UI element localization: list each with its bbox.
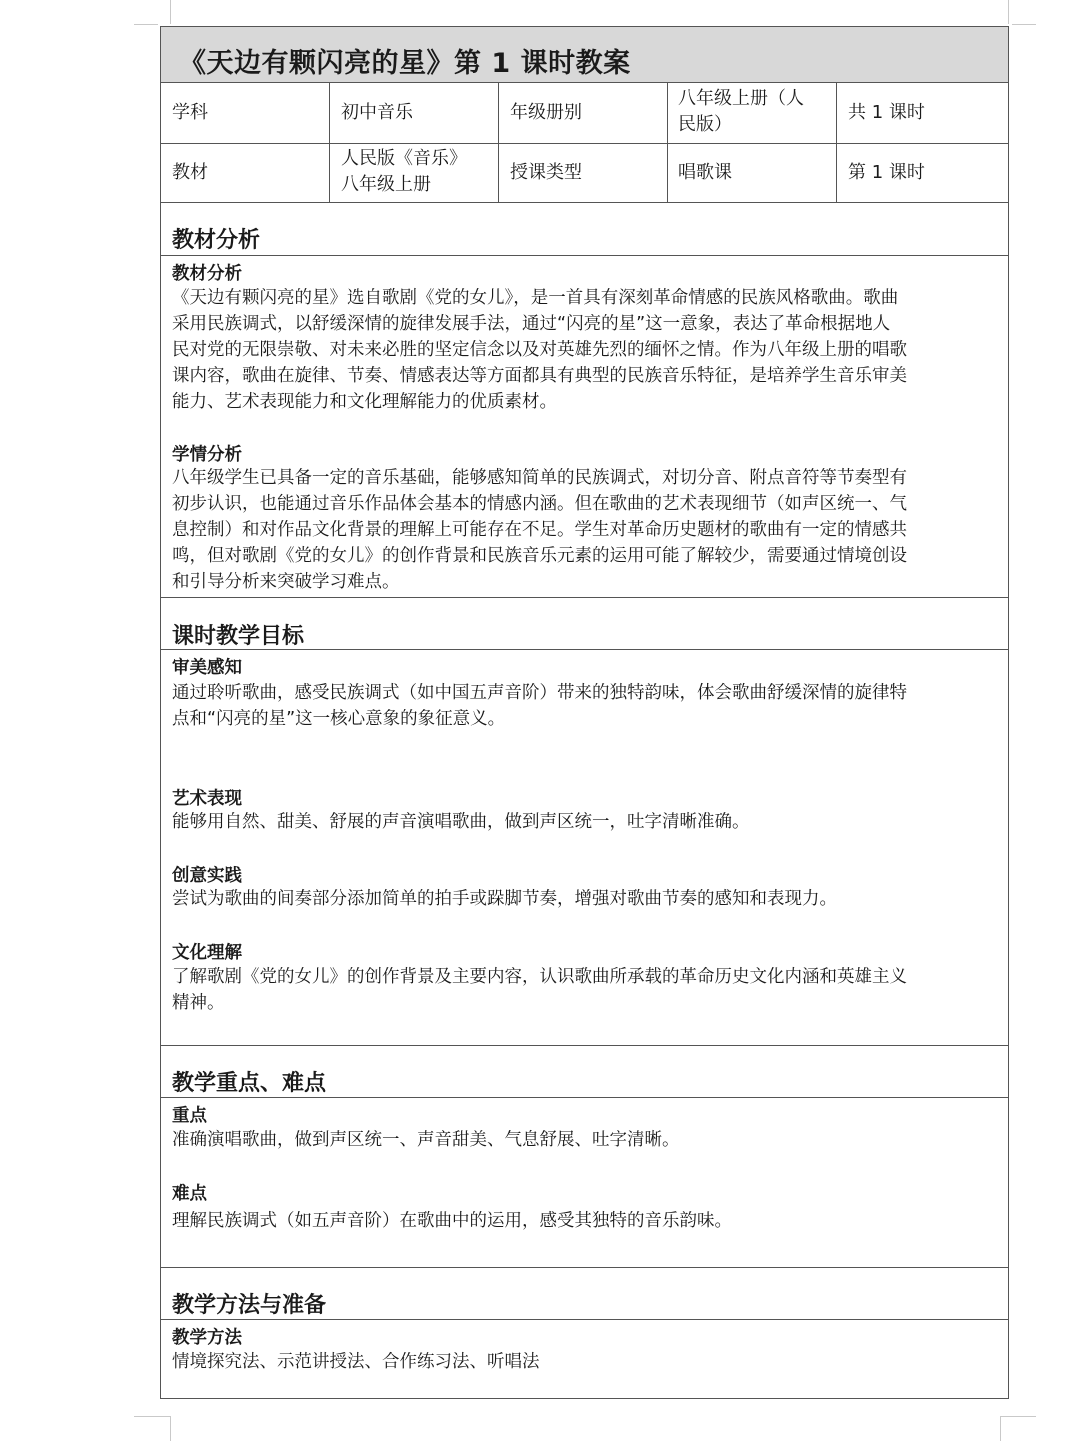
section-divider [161, 649, 1008, 650]
table-cell-total-periods: 共 1 课时 [848, 102, 925, 123]
table-column-divider [498, 83, 499, 203]
crop-mark [1008, 0, 1009, 24]
table-cell-grade-label: 年级册别 [510, 102, 582, 123]
lesson-plan-document [160, 26, 1009, 1399]
crop-mark [134, 1416, 170, 1417]
text-line: 能够用自然、甜美、舒展的声音演唱歌曲，做到声区统一，吐字清晰准确。 [172, 812, 750, 832]
table-cell-type-value: 唱歌课 [678, 162, 732, 183]
subsection-title-method: 教学方法 [172, 1328, 242, 1348]
text-line: 能力、艺术表现能力和文化理解能力的优质素材。 [172, 392, 557, 412]
crop-mark [134, 24, 158, 25]
paragraph-culture [172, 964, 907, 1016]
text-line: 点和“闪亮的星”这一核心意象的象征意义。 [172, 709, 506, 729]
table-cell-textbook-value [341, 146, 467, 198]
text-line: 和引导分析来突破学习难点。 [172, 572, 400, 592]
subsection-title-culture: 文化理解 [172, 943, 242, 963]
subsection-title-textbook: 教材分析 [172, 264, 242, 284]
paragraph-aesthetic [172, 680, 907, 732]
table-cell-subject-value: 初中音乐 [341, 102, 413, 123]
table-divider [161, 202, 1008, 203]
text-line: 理解民族调式（如五声音阶）在歌曲中的运用，感受其独特的音乐韵味。 [172, 1211, 732, 1231]
section-title-keypoints: 教学重点、难点 [172, 1071, 327, 1096]
subsection-title-performance: 艺术表现 [172, 789, 242, 809]
table-column-divider [836, 83, 837, 203]
section-divider [161, 1045, 1008, 1046]
table-cell-line: 民版） [678, 114, 732, 135]
paragraph-key [172, 1127, 680, 1153]
subsection-title-key: 重点 [172, 1106, 207, 1126]
table-cell-subject-label: 学科 [172, 102, 208, 123]
crop-mark [170, 1416, 171, 1441]
document-title: 《天边有颗闪亮的星》第 1 课时教案 [179, 48, 631, 79]
subsection-title-students: 学情分析 [172, 445, 242, 465]
text-line: 情境探究法、示范讲授法、合作练习法、听唱法 [172, 1352, 540, 1372]
paragraph-textbook-analysis [172, 285, 907, 415]
text-line: 八年级学生已具备一定的音乐基础，能够感知简单的民族调式，对切分音、附点音符等节奏型有 [172, 468, 907, 488]
paragraph-difficult [172, 1208, 732, 1234]
paragraph-creative [172, 886, 837, 912]
table-column-divider [667, 83, 668, 203]
text-line: 准确演唱歌曲，做到声区统一、声音甜美、气息舒展、吐字清晰。 [172, 1130, 680, 1150]
title-bar [161, 27, 1008, 83]
text-line: 《天边有颗闪亮的星》选自歌剧《党的女儿》，是一首具有深刻革命情感的民族风格歌曲。歌曲 [172, 288, 899, 308]
subsection-title-aesthetic: 审美感知 [172, 658, 242, 678]
section-divider [161, 1319, 1008, 1320]
text-line: 通过聆听歌曲，感受民族调式（如中国五声音阶）带来的独特韵味，体会歌曲舒缓深情的旋律特 [172, 683, 907, 703]
table-divider [161, 143, 1008, 144]
crop-mark [1000, 1416, 1036, 1417]
subsection-title-creative: 创意实践 [172, 866, 242, 886]
crop-mark [1000, 1416, 1001, 1441]
text-line: 息控制）和对作品文化背景的理解上可能存在不足。学生对革命历史题材的歌曲有一定的情感共 [172, 520, 907, 540]
text-line: 精神。 [172, 993, 225, 1013]
crop-mark [1012, 24, 1036, 25]
section-title-methods: 教学方法与准备 [172, 1293, 327, 1318]
text-line: 鸣，但对歌剧《党的女儿》的创作背景和民族音乐元素的运用可能了解较少，需要通过情境创设 [172, 546, 907, 566]
table-cell-period: 第 1 课时 [848, 162, 925, 183]
table-column-divider [329, 83, 330, 203]
text-line: 初步认识，也能通过音乐作品体会基本的情感内涵。但在歌曲的艺术表现细节（如声区统一、气 [172, 494, 907, 514]
table-cell-line: 八年级上册 [341, 174, 431, 195]
section-title-analysis: 教材分析 [172, 228, 261, 253]
table-cell-line: 八年级上册（人 [678, 88, 804, 109]
table-cell-grade-value [678, 86, 804, 138]
crop-mark [170, 0, 171, 24]
table-cell-type-label: 授课类型 [510, 162, 582, 183]
paragraph-performance [172, 809, 750, 835]
table-cell-line: 人民版《音乐》 [341, 148, 467, 169]
subsection-title-difficult: 难点 [172, 1184, 207, 1204]
text-line: 采用民族调式，以舒缓深情的旋律发展手法，通过“闪亮的星”这一意象，表达了革命根据地人 [172, 314, 891, 334]
text-line: 尝试为歌曲的间奏部分添加简单的拍手或跺脚节奏，增强对歌曲节奏的感知和表现力。 [172, 889, 837, 909]
text-line: 了解歌剧《党的女儿》的创作背景及主要内容，认识歌曲所承载的革命历史文化内涵和英雄主义 [172, 967, 907, 987]
section-title-goals: 课时教学目标 [172, 624, 305, 649]
table-cell-textbook-label: 教材 [172, 162, 208, 183]
paragraph-method [172, 1349, 540, 1375]
section-divider [161, 1097, 1008, 1098]
section-divider [161, 1267, 1008, 1268]
text-line: 民对党的无限崇敬、对未来必胜的坚定信念以及对英雄先烈的缅怀之情。作为八年级上册的唱歌 [172, 340, 907, 360]
section-divider [161, 255, 1008, 256]
text-line: 课内容，歌曲在旋律、节奏、情感表达等方面都具有典型的民族音乐特征，是培养学生音乐审美 [172, 366, 907, 386]
section-divider [161, 597, 1008, 598]
paragraph-student-analysis [172, 465, 907, 595]
